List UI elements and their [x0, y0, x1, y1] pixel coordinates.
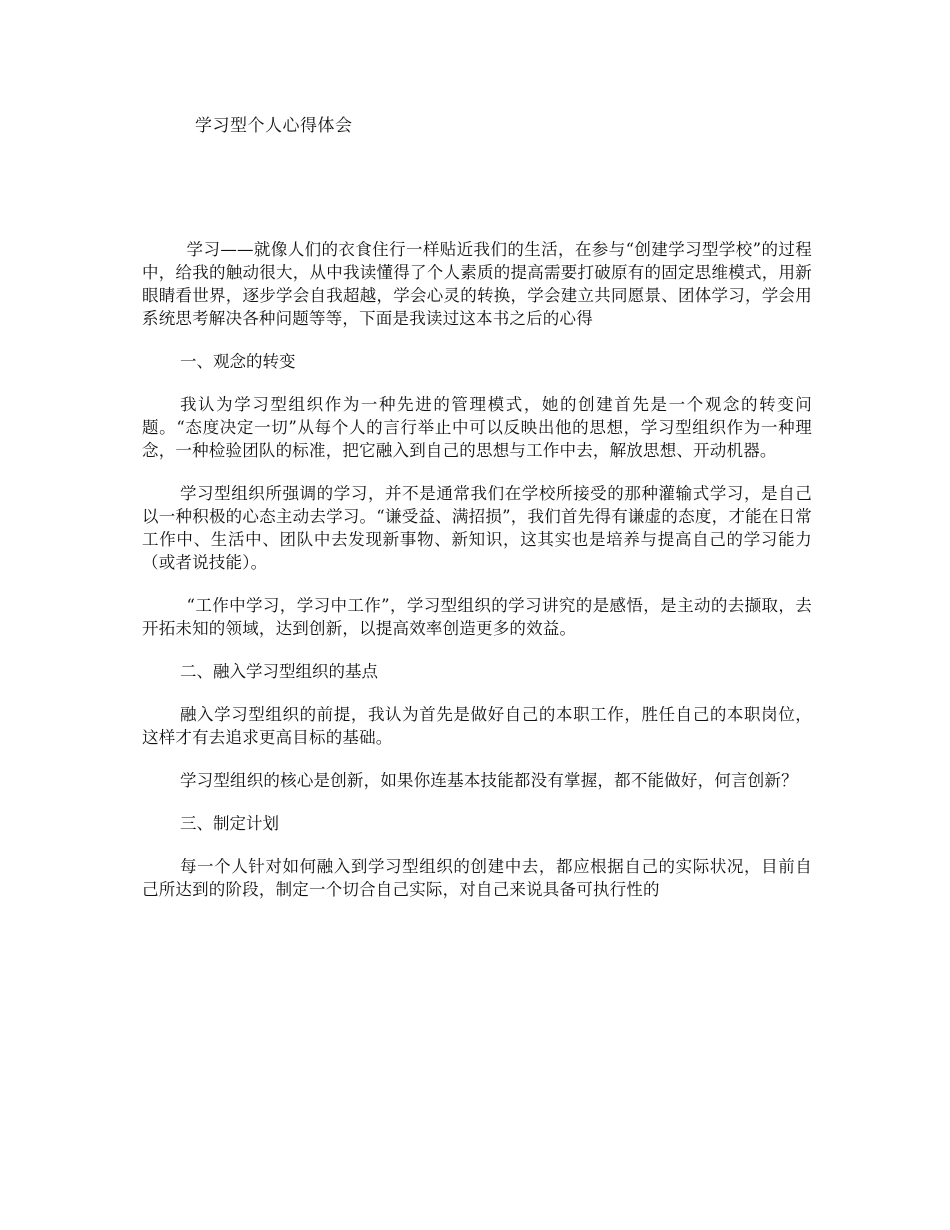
document-body	[142, 238, 812, 921]
intro-paragraph: 学习——就像人们的衣食住行一样贴近我们的生活，在参与“创建学习型学校”的过程中，给我的触动很大，从中我读懂得了个人素质的提高需要打破原有的固定思维模式，用新眼睛看世界，逐步学会自我超越，学会心灵的转换，学会建立共同愿景、团体学习，学会用系统思考解决各种问题等等，下面是我读过这本书之后的心得	[142, 240, 812, 328]
paragraph-learning-emphasis: 学习型组织所强调的学习，并不是通常我们在学校所接受的那种灌输式学习，是自己以一种积极的心态主动去学习。“谦受益、满招损”，我们首先得有谦虚的态度，才能在日常工作中、生活中、团队中去发现新事物、新知识，这其实也是培养与提高自己的学习能力（或者说技能）。	[142, 484, 812, 572]
document-title: 学习型个人心得体会	[195, 116, 353, 136]
section-heading-1: 一、观念的转变	[179, 352, 296, 371]
paragraph-plan: 每一个人针对如何融入到学习型组织的创建中去，都应根据自己的实际状况，目前自己所达到的阶段，制定一个切合自己实际，对自己来说具备可执行性的	[142, 857, 812, 899]
paragraph-concept-change: 我认为学习型组织作为一种先进的管理模式，她的创建首先是一个观念的转变问题。“态度决定一切”从每个人的言行举止中可以反映出他的思想，学习型组织作为一种理念，一种检验团队的标准，把它融入到自己的思想与工作中去，解放思想、开动机器。	[142, 395, 812, 460]
section-heading-3: 三、制定计划	[179, 814, 279, 833]
paragraph-work-learning: “工作中学习，学习中工作”，学习型组织的学习讲究的是感悟，是主动的去撷取，去开拓未知的领域，达到创新，以提高效率创造更多的效益。	[142, 596, 812, 638]
section-heading-2: 二、融入学习型组织的基点	[179, 662, 378, 681]
paragraph-premise: 融入学习型组织的前提，我认为首先是做好自己的本职工作，胜任自己的本职岗位，这样才有去追求更高目标的基础。	[142, 705, 812, 747]
paragraph-innovation: 学习型组织的核心是创新，如果你连基本技能都没有掌握，都不能做好，何言创新？	[179, 771, 798, 790]
